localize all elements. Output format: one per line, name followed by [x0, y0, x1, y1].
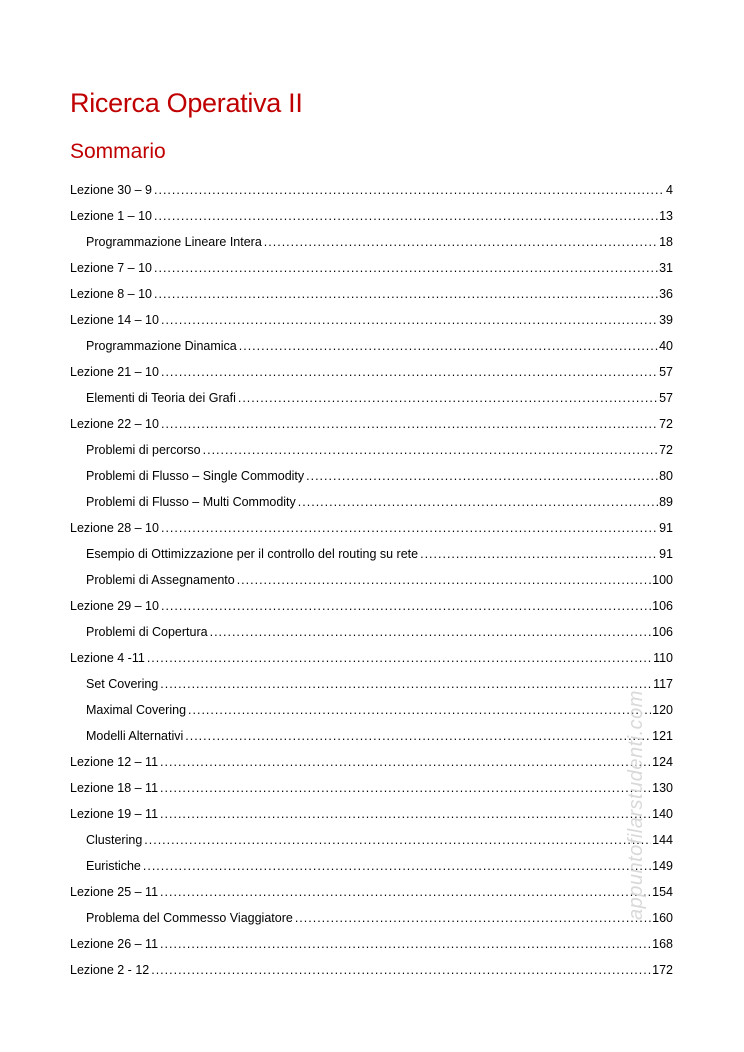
- toc-entry-label: Lezione 21 – 10: [70, 365, 159, 379]
- toc-entry-page: 149: [652, 859, 673, 873]
- toc-entry-page: 57: [659, 365, 673, 379]
- toc-entry-label: Clustering: [86, 833, 143, 847]
- toc-entry-label: Problemi di Copertura: [86, 625, 208, 639]
- toc-entry-page: 110: [653, 651, 673, 665]
- toc-entry[interactable]: [70, 492, 673, 518]
- toc-entry[interactable]: [70, 882, 673, 908]
- toc-entry-page: 18: [659, 235, 673, 249]
- toc-entry-page: 91: [659, 547, 673, 561]
- toc-dot-leader: [160, 804, 651, 824]
- toc-dot-leader: [161, 596, 651, 616]
- toc-entry-page: 124: [652, 755, 673, 769]
- toc-entry-label: Elementi di Teoria dei Grafi: [86, 391, 236, 405]
- toc-dot-leader: [161, 414, 658, 434]
- toc-entry-label: Lezione 25 – 11: [70, 885, 159, 899]
- toc-entry-label: Problemi di Assegnamento: [86, 573, 235, 587]
- toc-entry-page: 121: [652, 729, 673, 743]
- toc-entry-page: 13: [659, 209, 673, 223]
- toc-dot-leader: [151, 960, 651, 980]
- toc-entry-page: 130: [652, 781, 673, 795]
- toc-entry-label: Lezione 7 – 10: [70, 261, 153, 275]
- toc-entry-label: Esempio di Ottimizzazione per il controllo del routing su rete: [86, 547, 419, 561]
- toc-dot-leader: [298, 492, 658, 512]
- toc-entry[interactable]: [70, 206, 673, 232]
- toc-dot-leader: [188, 700, 651, 720]
- toc-dot-leader: [264, 232, 658, 252]
- toc-entry[interactable]: [70, 908, 673, 934]
- toc-entry-label: Problema del Commesso Viaggiatore: [86, 911, 293, 925]
- toc-entry[interactable]: [70, 258, 673, 284]
- toc-entry-page: 40: [659, 339, 673, 353]
- toc-dot-leader: [160, 934, 651, 954]
- toc-dot-leader: [161, 362, 658, 382]
- toc-dot-leader: [160, 882, 651, 902]
- toc-entry[interactable]: [70, 960, 673, 986]
- toc-entry-page: 120: [652, 703, 673, 717]
- toc-entry[interactable]: [70, 518, 673, 544]
- page-title: Ricerca Operativa II: [70, 88, 303, 118]
- toc-entry-label: Lezione 4 -11: [70, 651, 145, 665]
- toc-dot-leader: [185, 726, 651, 746]
- toc-dot-leader: [160, 778, 651, 798]
- toc-entry[interactable]: [70, 648, 673, 674]
- toc-entry-label: Problemi di Flusso – Multi Commodity: [86, 495, 296, 509]
- toc-entry-label: Lezione 1 – 10: [70, 209, 153, 223]
- toc-dot-leader: [160, 752, 651, 772]
- toc-entry-page: 72: [659, 417, 673, 431]
- toc-entry-page: 36: [659, 287, 673, 301]
- toc-entry-page: 72: [659, 443, 673, 457]
- toc-dot-leader: [237, 570, 651, 590]
- toc-dot-leader: [295, 908, 651, 928]
- toc-entry-page: 106: [652, 599, 673, 613]
- toc-entry-label: Lezione 19 – 11: [70, 807, 159, 821]
- toc-entry[interactable]: [70, 180, 673, 206]
- toc-entry-label: Euristiche: [86, 859, 141, 873]
- toc-entry[interactable]: [70, 284, 673, 310]
- toc-dot-leader: [154, 284, 658, 304]
- toc-dot-leader: [306, 466, 658, 486]
- toc-entry-page: 31: [659, 261, 673, 275]
- toc-heading: Sommario: [70, 140, 166, 163]
- toc-entry[interactable]: [70, 596, 673, 622]
- toc-entry-label: Lezione 12 – 11: [70, 755, 159, 769]
- toc-entry-page: 100: [652, 573, 673, 587]
- toc-dot-leader: [143, 856, 651, 876]
- toc-entry-page: 160: [652, 911, 673, 925]
- toc-entry[interactable]: [70, 310, 673, 336]
- toc-entry-label: Set Covering: [86, 677, 159, 691]
- toc-entry-label: Lezione 22 – 10: [70, 417, 159, 431]
- toc-entry-label: Lezione 8 – 10: [70, 287, 153, 301]
- toc-entry-page: 172: [652, 963, 673, 977]
- toc-entry-page: 89: [659, 495, 673, 509]
- toc-entry-label: Lezione 18 – 11: [70, 781, 159, 795]
- toc-entry-page: 80: [659, 469, 673, 483]
- toc-dot-leader: [154, 206, 658, 226]
- toc-dot-leader: [154, 180, 665, 200]
- toc-entry-label: Lezione 14 – 10: [70, 313, 159, 327]
- toc-entry[interactable]: [70, 232, 673, 258]
- toc-dot-leader: [420, 544, 658, 564]
- toc-entry[interactable]: [70, 362, 673, 388]
- toc-entry-label: Problemi di Flusso – Single Commodity: [86, 469, 305, 483]
- toc-entry-label: Lezione 29 – 10: [70, 599, 159, 613]
- toc-dot-leader: [161, 310, 658, 330]
- toc-entry-page: 4: [666, 183, 673, 197]
- toc-entry[interactable]: [70, 336, 673, 362]
- toc-entry[interactable]: [70, 856, 673, 882]
- toc-entry[interactable]: [70, 674, 673, 700]
- toc-entry-page: 140: [652, 807, 673, 821]
- toc-entry-page: 144: [652, 833, 673, 847]
- toc-entry-page: 91: [659, 521, 673, 535]
- toc-entry-label: Programmazione Dinamica: [86, 339, 237, 353]
- toc-entry[interactable]: [70, 570, 673, 596]
- toc-dot-leader: [154, 258, 658, 278]
- toc-dot-leader: [144, 830, 651, 850]
- toc-entry-page: 39: [659, 313, 673, 327]
- toc-entry[interactable]: [70, 700, 673, 726]
- toc-entry[interactable]: [70, 752, 673, 778]
- toc-entry-page: 57: [659, 391, 673, 405]
- toc-entry-page: 154: [652, 885, 673, 899]
- toc-dot-leader: [238, 388, 658, 408]
- toc-entry-page: 168: [652, 937, 673, 951]
- toc-entry[interactable]: [70, 934, 673, 960]
- toc-entry-label: Programmazione Lineare Intera: [86, 235, 262, 249]
- toc-entry[interactable]: [70, 440, 673, 466]
- toc-entry[interactable]: [70, 414, 673, 440]
- toc-entry[interactable]: [70, 388, 673, 414]
- toc-dot-leader: [147, 648, 652, 668]
- toc-entry-label: Modelli Alternativi: [86, 729, 184, 743]
- toc-entry-label: Maximal Covering: [86, 703, 187, 717]
- toc-entry[interactable]: [70, 830, 673, 856]
- toc-entry-label: Lezione 28 – 10: [70, 521, 159, 535]
- toc-entry-label: Problemi di percorso: [86, 443, 201, 457]
- toc-entry[interactable]: [70, 804, 673, 830]
- toc-entry[interactable]: [70, 778, 673, 804]
- toc-entry[interactable]: [70, 466, 673, 492]
- toc-entry-label: Lezione 30 – 9: [70, 183, 153, 197]
- watermark: appuntofilarstudenti.com: [625, 690, 647, 920]
- toc-dot-leader: [210, 622, 652, 642]
- toc-entry-label: Lezione 2 - 12: [70, 963, 150, 977]
- toc-dot-leader: [203, 440, 658, 460]
- toc-dot-leader: [161, 518, 658, 538]
- toc-entry[interactable]: [70, 726, 673, 752]
- toc-entry-label: Lezione 26 – 11: [70, 937, 159, 951]
- toc-entry[interactable]: [70, 622, 673, 648]
- toc-entry[interactable]: [70, 544, 673, 570]
- table-of-contents: [70, 180, 673, 986]
- toc-dot-leader: [160, 674, 652, 694]
- toc-dot-leader: [239, 336, 658, 356]
- toc-entry-page: 117: [653, 677, 673, 691]
- toc-entry-page: 106: [652, 625, 673, 639]
